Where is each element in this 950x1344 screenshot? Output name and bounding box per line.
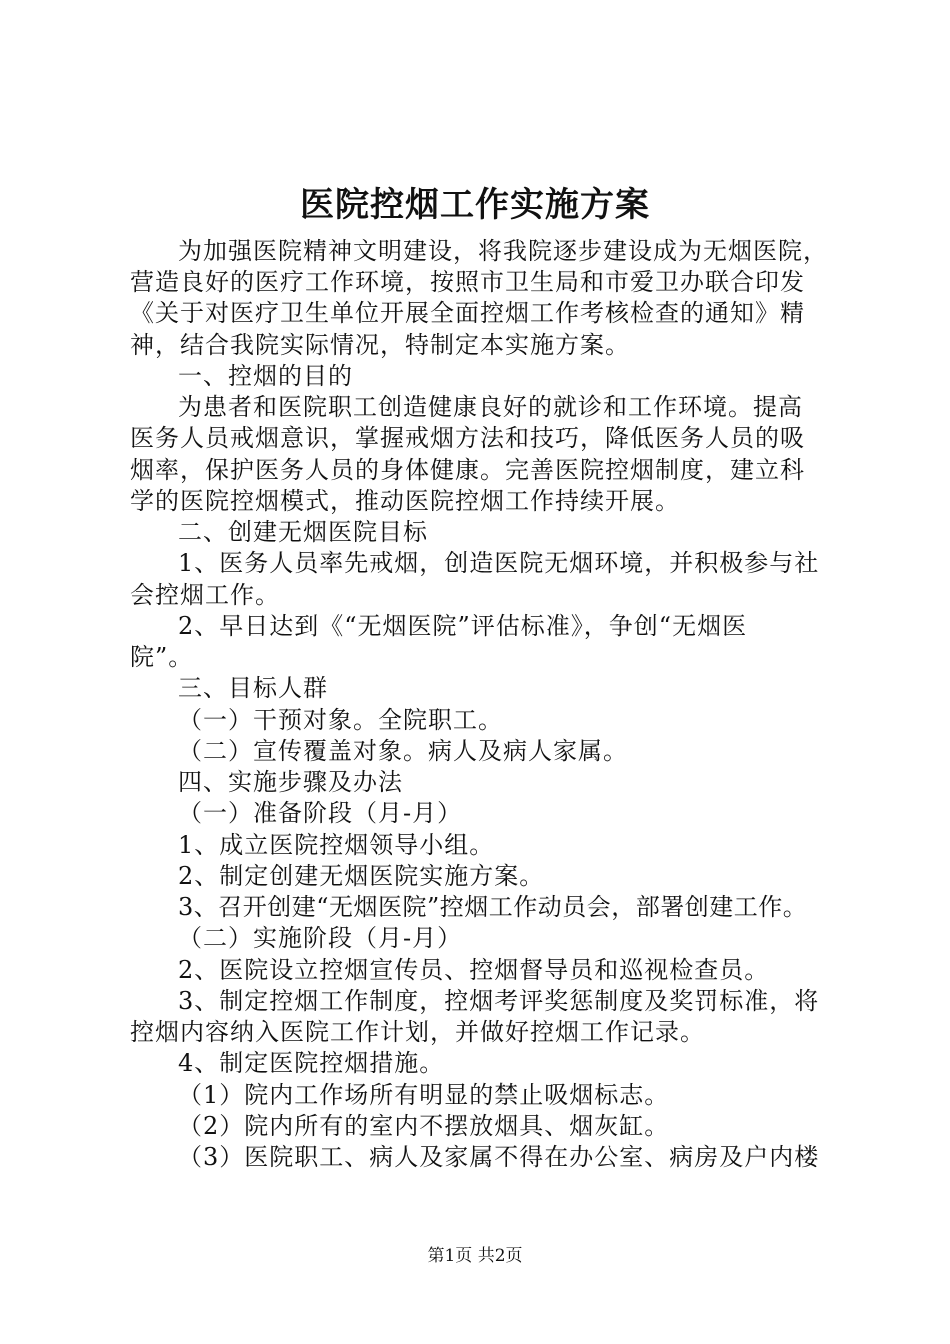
paragraph-line: 学的医院控烟模式，推动医院控烟工作持续开展。 xyxy=(130,487,680,515)
paragraph-line: （二）宣传覆盖对象。病人及病人家属。 xyxy=(178,737,628,765)
paragraph-line: 控烟内容纳入医院工作计划，并做好控烟工作记录。 xyxy=(130,1018,705,1046)
section-heading: 二、创建无烟医院目标 xyxy=(178,518,428,546)
paragraph-line: 会控烟工作。 xyxy=(130,581,280,609)
paragraph-line: 为加强医院精神文明建设，将我院逐步建设成为无烟医院， xyxy=(178,237,828,265)
paragraph-line: 3、制定控烟工作制度，控烟考评奖惩制度及奖罚标准，将 xyxy=(178,987,820,1015)
subsection-heading: （一）准备阶段（月-月） xyxy=(178,799,463,827)
paragraph-line: 1、成立医院控烟领导小组。 xyxy=(178,831,495,859)
paragraph-line: 2、制定创建无烟医院实施方案。 xyxy=(178,862,545,890)
paragraph-line: 院”。 xyxy=(130,643,194,671)
paragraph-line: 营造良好的医疗工作环境，按照市卫生局和市爱卫办联合印发 xyxy=(130,268,805,296)
paragraph-line: 1、医务人员率先戒烟，创造医院无烟环境，并积极参与社 xyxy=(178,549,820,577)
paragraph-line: （2）院内所有的室内不摆放烟具、烟灰缸。 xyxy=(178,1112,670,1140)
section-heading: 一、控烟的目的 xyxy=(178,362,353,390)
paragraph-line: 烟率，保护医务人员的身体健康。完善医院控烟制度，建立科 xyxy=(130,456,805,484)
paragraph-line: 4、制定医院控烟措施。 xyxy=(178,1049,445,1077)
paragraph-line: 《关于对医疗卫生单位开展全面控烟工作考核检查的通知》精 xyxy=(130,299,805,327)
paragraph-line: 2、医院设立控烟宣传员、控烟督导员和巡视检查员。 xyxy=(178,956,770,984)
paragraph-line: 神，结合我院实际情况，特制定本实施方案。 xyxy=(130,331,630,359)
paragraph-line: （3）医院职工、病人及家属不得在办公室、病房及户内楼 xyxy=(178,1143,820,1171)
paragraph-line: （1）院内工作场所有明显的禁止吸烟标志。 xyxy=(178,1081,670,1109)
subsection-heading: （二）实施阶段（月-月） xyxy=(178,924,463,952)
paragraph-line: 为患者和医院职工创造健康良好的就诊和工作环境。提高 xyxy=(178,393,803,421)
paragraph-line: 医务人员戒烟意识，掌握戒烟方法和技巧，降低医务人员的吸 xyxy=(130,424,805,452)
paragraph-line: 2、早日达到《“无烟医院”评估标准》，争创“无烟医 xyxy=(178,612,748,640)
section-heading: 四、实施步骤及办法 xyxy=(178,768,403,796)
page-number-footer: 第1页 共2页 xyxy=(427,1246,523,1266)
paragraph-line: 3、召开创建“无烟医院”控烟工作动员会，部署创建工作。 xyxy=(178,893,808,921)
paragraph-line: （一）干预对象。全院职工。 xyxy=(178,706,503,734)
section-heading: 三、目标人群 xyxy=(178,674,328,702)
document-title: 医院控烟工作实施方案 xyxy=(300,185,650,225)
